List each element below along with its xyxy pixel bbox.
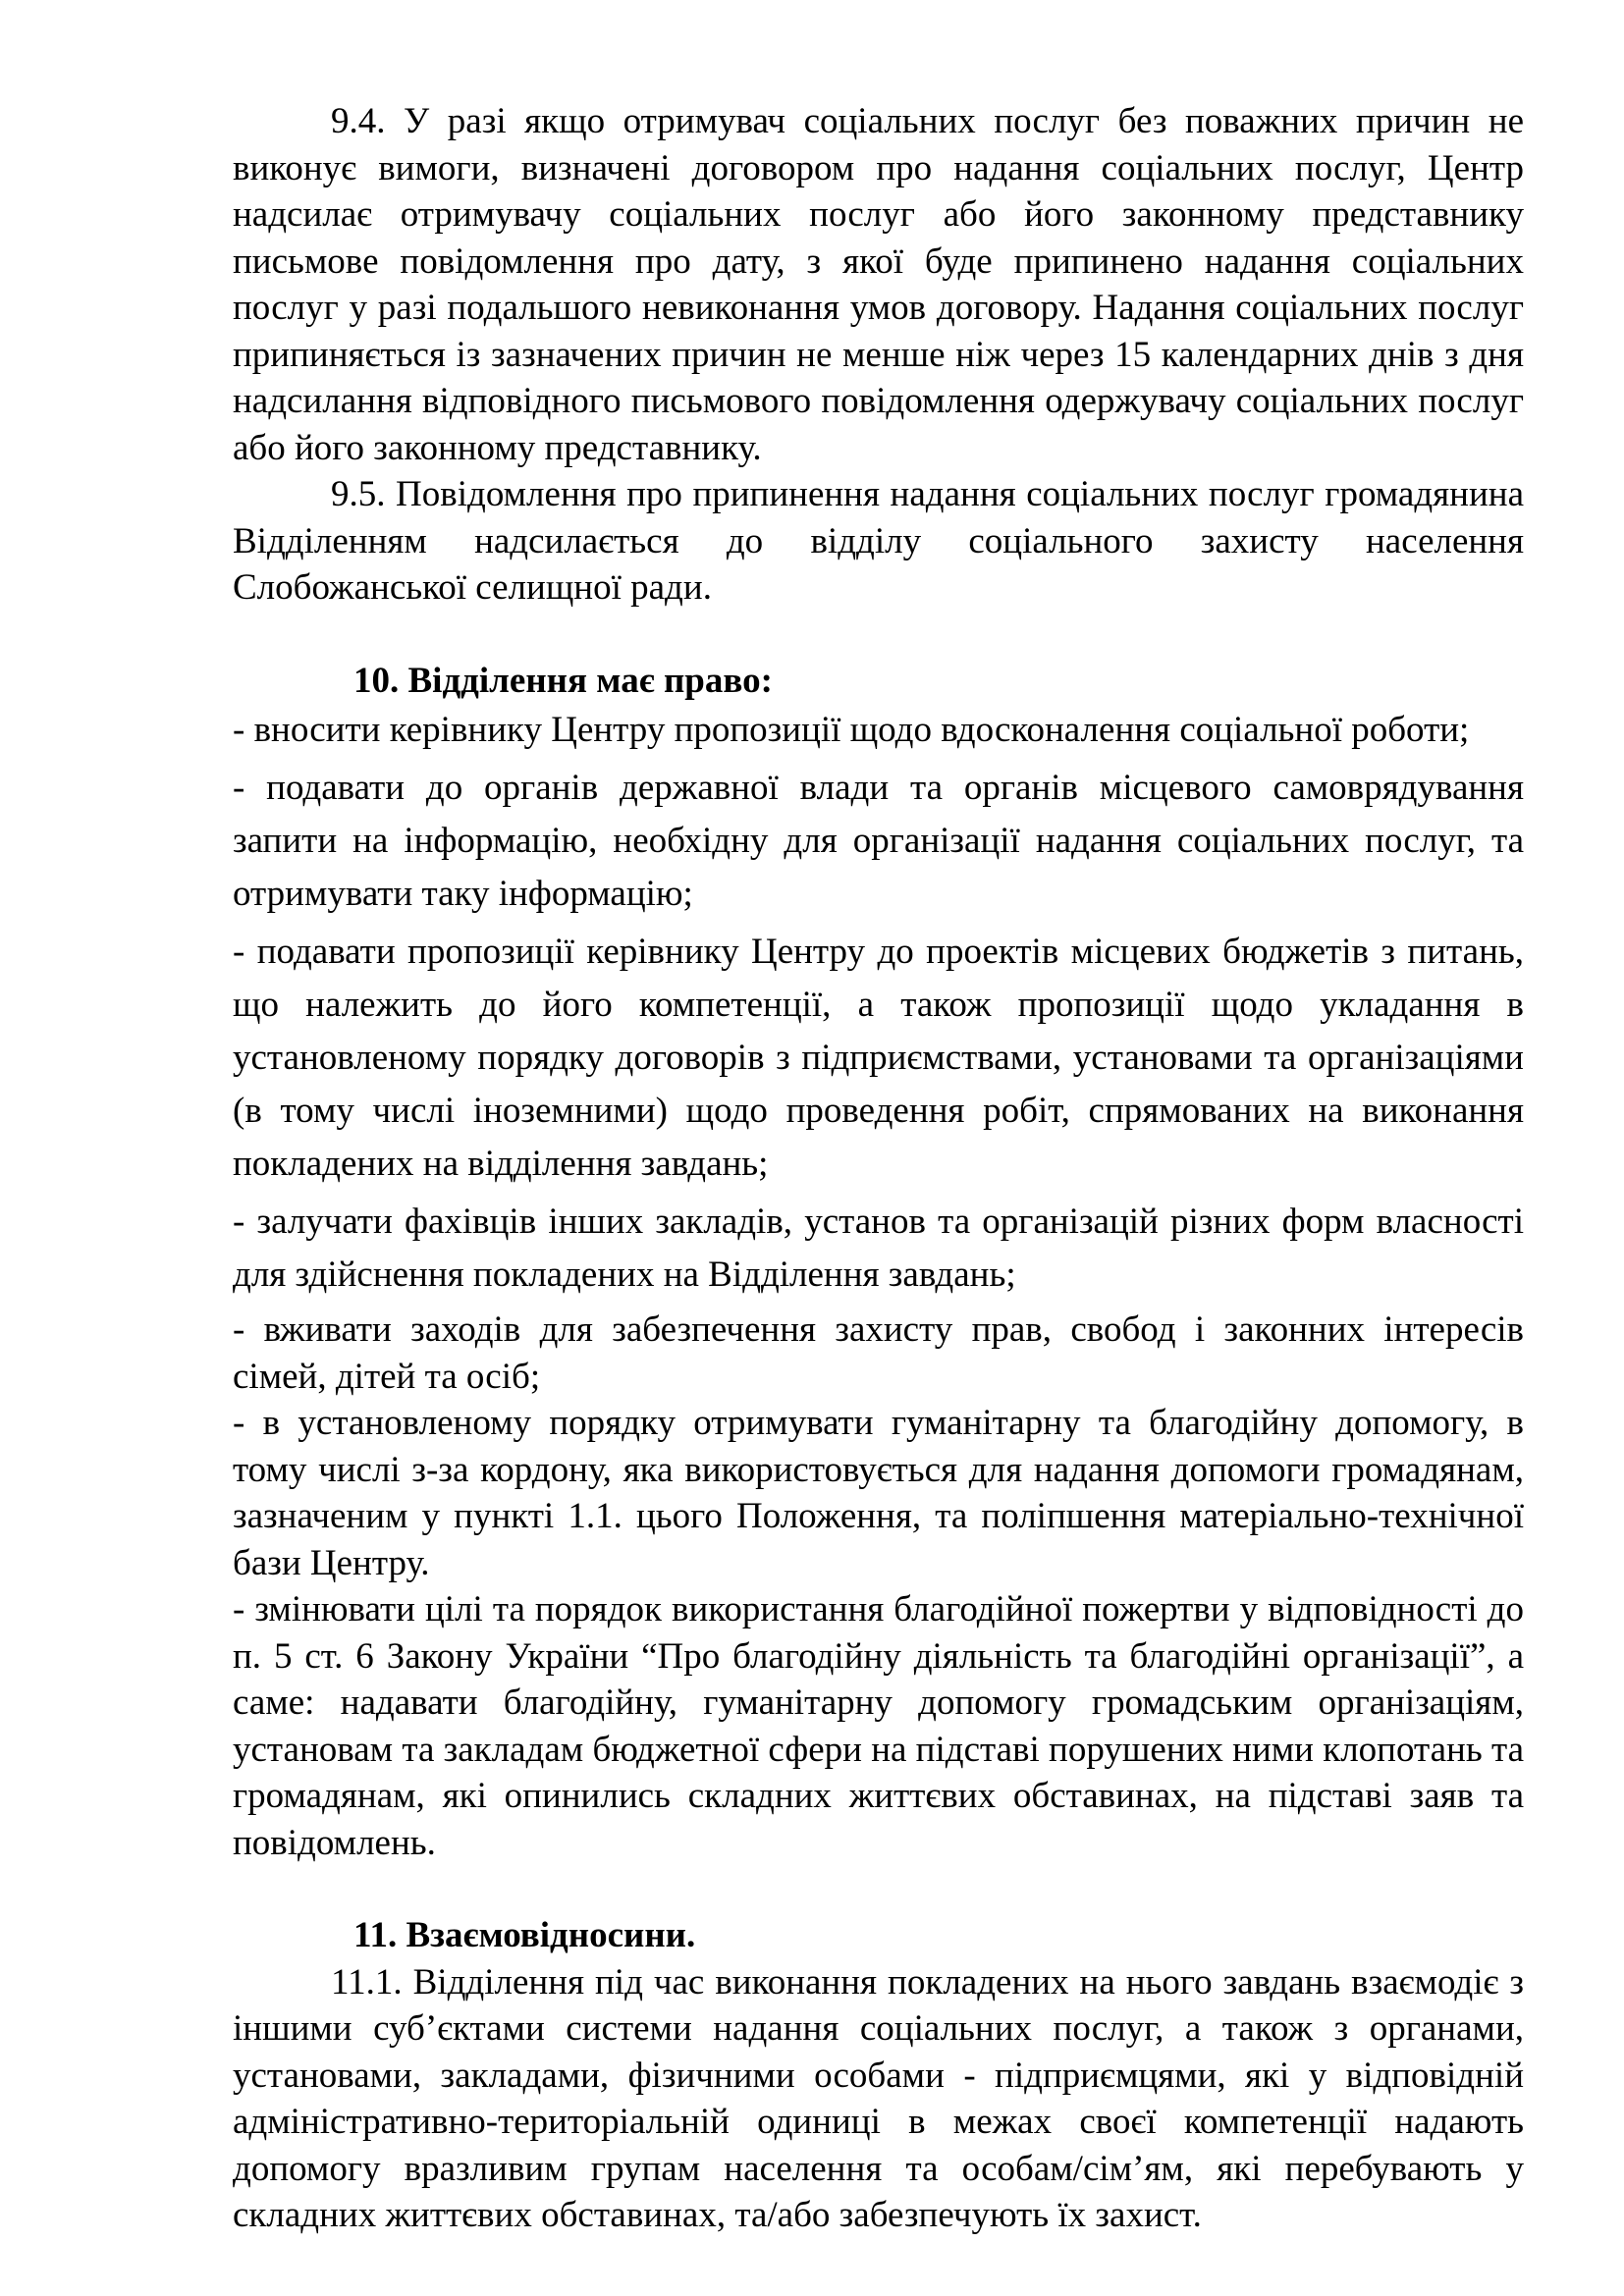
- document-page: [233, 98, 1524, 2239]
- right-item-6: - в установленому порядку отримувати гуманітарну та благодійну допомогу, в тому числі з-за кордону, яка використовується для надання допомоги громадянам, зазначеним у пункті 1.1. цього Положення, та поліпшення матеріально-технічної бази Центру.: [233, 1403, 1524, 1583]
- right-item-5: - вживати заходів для забезпечення захисту прав, свобод і законних інтересів сімей, дітей та осіб;: [233, 1309, 1524, 1397]
- right-item-1: - вносити керівнику Центру пропозиції щодо вдосконалення соціальної роботи;: [233, 710, 1470, 750]
- spacer: [233, 1866, 1524, 1912]
- right-item-4: - залучати фахівців інших закладів, установ та організацій різних форм власності для здійснення покладених на Відділення завдань;: [233, 1201, 1524, 1295]
- section-10-heading: 10. Відділення має право:: [353, 660, 773, 701]
- paragraph-11-1: 11.1. Відділення під час виконання покладених на нього завдань взаємодіє з іншими суб’єктами системи надання соціальних послуг, а також з органами, установами, закладами, фізичними особами - підприємцями, які у відповідній адміністративно-територіальній одиниці в межах своєї компетенції надають допомогу вразливим групам населення та особам/сім’ям, які перебувають у складних життєвих обставинах, та/або забезпечують їх захист.: [233, 1961, 1524, 2235]
- paragraph-9-5: 9.5. Повідомлення про припинення надання соціальних послуг громадянина Відділенням надсилається до відділу соціального захисту населення Слобожанської селищної ради.: [233, 474, 1524, 608]
- right-item-2: - подавати до органів державної влади та органів місцевого самоврядування запити на інформацію, необхідну для організації надання соціальних послуг, та отримувати таку інформацію;: [233, 768, 1524, 914]
- right-item-3: - подавати пропозиції керівнику Центру до проектів місцевих бюджетів з питань, що належить до його компетенції, а також пропозиції щодо укладання в установленому порядку договорів з підприємствами, установами та організаціями (в тому числі іноземними) щодо проведення робіт, спрямованих на виконання покладених на відділення завдань;: [233, 932, 1524, 1184]
- right-item-7: - змінювати цілі та порядок використання благодійної пожертви у відповідності до п. 5 ст. 6 Закону України “Про благодійну діяльність та благодійні організації”, а саме: надавати благодійну, гуманітарну допомогу громадським організаціям, установам та закладам бюджетної сфери на підставі порушених ними клопотань та громадянам, які опинились складних життєвих обставинах, на підставі заяв та повідомлень.: [233, 1589, 1524, 1863]
- section-11-heading: 11. Взаємовідносини.: [353, 1915, 696, 1955]
- spacer: [233, 612, 1524, 658]
- paragraph-9-4: 9.4. У разі якщо отримувач соціальних послуг без поважних причин не виконує вимоги, визначені договором про надання соціальних послуг, Центр надсилає отримувачу соціальних послуг або його законному представнику письмове повідомлення про дату, з якої буде припинено надання соціальних послуг у разі подальшого невиконання умов договору. Надання соціальних послуг припиняється із зазначених причин не менше ніж через 15 календарних днів з дня надсилання відповідного письмового повідомлення одержувачу соціальних послуг або його законному представнику.: [233, 101, 1524, 468]
